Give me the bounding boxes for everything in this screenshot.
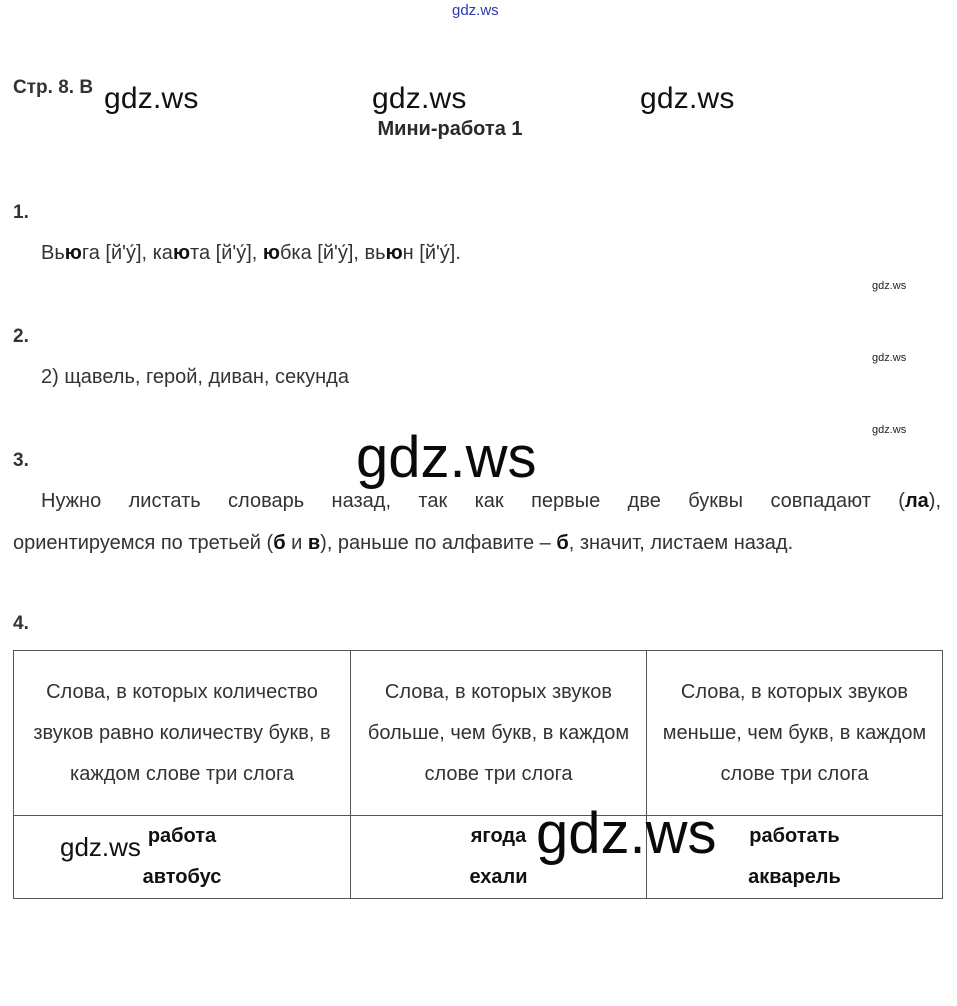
task-2-number: 2. xyxy=(13,326,29,347)
task-1-answer: Вьюга [й'у́], каюта [й'у́], юбка [й'у́], вьюн [й'у́]. xyxy=(41,242,461,264)
page-reference: Стр. 8. В xyxy=(13,77,94,98)
header-fewer-sounds: Слова, в которых звуков меньше, чем букв, в каждом слове три слога xyxy=(647,651,943,816)
watermark-3: gdz.ws xyxy=(640,82,735,115)
words-table xyxy=(13,650,943,899)
task-3-answer xyxy=(13,480,941,564)
watermark-1: gdz.ws xyxy=(104,82,203,116)
task-4-number: 4. xyxy=(13,613,29,634)
watermark-large-2: gdz.ws xyxy=(536,801,717,866)
task-3-number: 3. xyxy=(13,450,29,471)
task-1-number: 1. xyxy=(13,202,29,223)
watermark-table: gdz.ws xyxy=(60,832,141,862)
watermark-small-1: gdz.ws xyxy=(872,280,907,292)
word: автобус xyxy=(142,866,222,888)
task-3-line-1: Нужно листать словарь назад, так как первые две буквы совпадают (ла), xyxy=(41,490,941,512)
word: работа xyxy=(147,825,217,847)
watermark-2: gdz.ws xyxy=(372,82,467,115)
task-2-answer: 2) щавель, герой, диван, секунда xyxy=(41,366,349,388)
word: акварель xyxy=(748,866,841,888)
watermark-large-1: gdz.ws xyxy=(356,425,537,490)
section-title: Мини-работа 1 xyxy=(377,118,523,140)
header-equal-sounds: Слова, в которых количество звуков равно количеству букв, в каждом слове три слога xyxy=(14,651,351,816)
table-row xyxy=(14,816,943,899)
word: работать xyxy=(749,825,840,847)
watermark-small-2: gdz.ws xyxy=(872,352,907,364)
watermark-top: gdz.ws xyxy=(452,2,499,19)
table-header-row xyxy=(14,651,943,816)
word: ягода xyxy=(470,825,527,847)
word: ехали xyxy=(469,866,528,888)
watermark-small-3: gdz.ws xyxy=(872,424,907,436)
header-more-sounds: Слова, в которых звуков больше, чем букв, в каждом слове три слога xyxy=(351,651,647,816)
task-3-line-2: ориентируемся по третьей (б и в), раньше по алфавите – б, значит, листаем назад. xyxy=(13,532,794,554)
